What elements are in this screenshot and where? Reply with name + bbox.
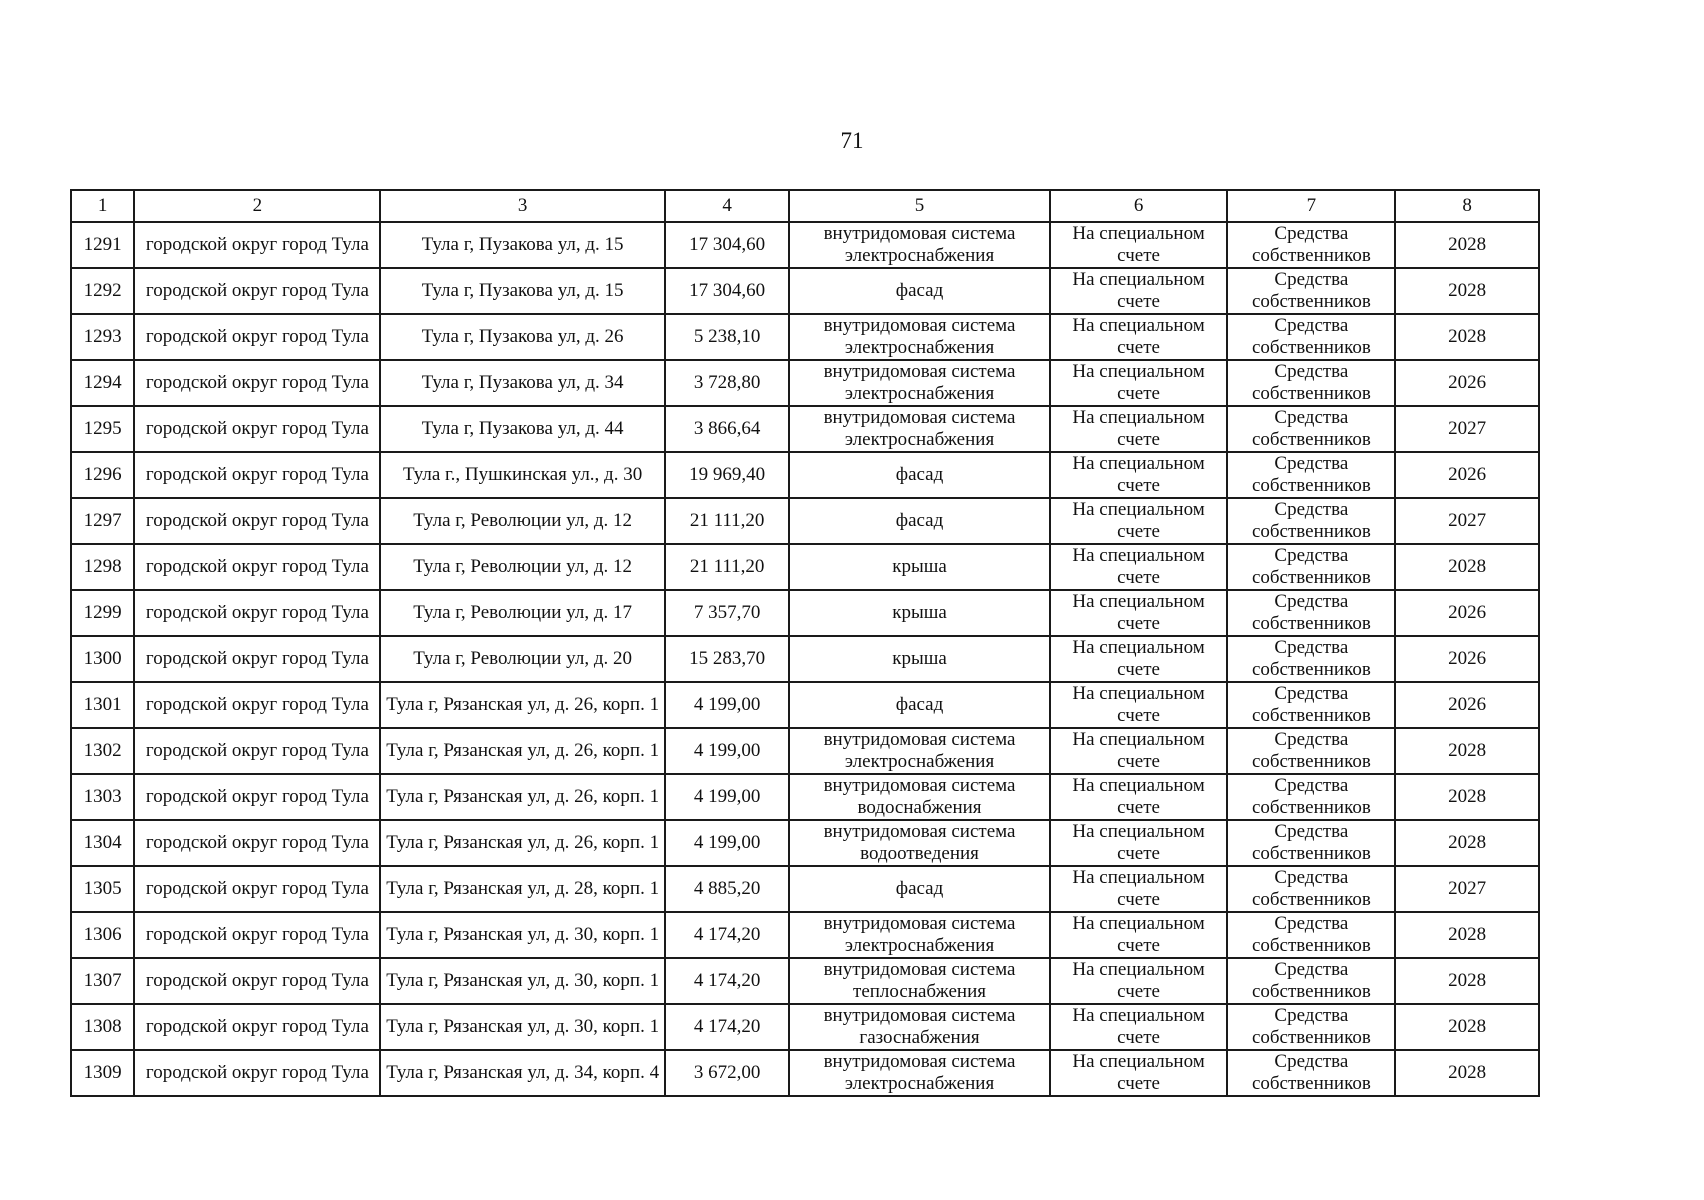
district-cell: городской округ город Тула <box>134 728 380 774</box>
funding-source-cell: Средства собственников <box>1227 728 1395 774</box>
district-cell: городской округ город Тула <box>134 590 380 636</box>
address-cell: Тула г, Революции ул, д. 20 <box>380 636 664 682</box>
row-number-cell: 1308 <box>71 1004 134 1050</box>
page-number: 71 <box>840 128 864 153</box>
table-header <box>71 190 1539 222</box>
table-row <box>71 820 1539 866</box>
header-cell-8: 8 <box>1395 190 1539 222</box>
district-cell: городской округ город Тула <box>134 268 380 314</box>
row-number-cell: 1307 <box>71 958 134 1004</box>
year-cell: 2026 <box>1395 636 1539 682</box>
year-cell: 2028 <box>1395 912 1539 958</box>
address-cell: Тула г, Рязанская ул, д. 30, корп. 1 <box>380 912 664 958</box>
funding-source-cell: Средства собственников <box>1227 590 1395 636</box>
district-cell: городской округ город Тула <box>134 1004 380 1050</box>
address-cell: Тула г, Рязанская ул, д. 30, корп. 1 <box>380 958 664 1004</box>
repair-schedule-table <box>70 189 1540 1097</box>
district-cell: городской округ город Тула <box>134 222 380 268</box>
table-row <box>71 682 1539 728</box>
district-cell: городской округ город Тула <box>134 774 380 820</box>
table-row <box>71 912 1539 958</box>
table-row <box>71 406 1539 452</box>
year-cell: 2028 <box>1395 820 1539 866</box>
area-cell: 4 885,20 <box>665 866 790 912</box>
row-number-cell: 1294 <box>71 360 134 406</box>
address-cell: Тула г., Пушкинская ул., д. 30 <box>380 452 664 498</box>
row-number-cell: 1309 <box>71 1050 134 1096</box>
row-number-cell: 1297 <box>71 498 134 544</box>
funding-source-cell: Средства собственников <box>1227 360 1395 406</box>
row-number-cell: 1298 <box>71 544 134 590</box>
fund-method-cell: На специальном счете <box>1050 268 1228 314</box>
district-cell: городской округ город Тула <box>134 544 380 590</box>
address-cell: Тула г, Революции ул, д. 12 <box>380 544 664 590</box>
area-cell: 7 357,70 <box>665 590 790 636</box>
row-number-cell: 1305 <box>71 866 134 912</box>
funding-source-cell: Средства собственников <box>1227 958 1395 1004</box>
fund-method-cell: На специальном счете <box>1050 1050 1228 1096</box>
row-number-cell: 1300 <box>71 636 134 682</box>
year-cell: 2026 <box>1395 590 1539 636</box>
year-cell: 2026 <box>1395 452 1539 498</box>
district-cell: городской округ город Тула <box>134 866 380 912</box>
row-number-cell: 1293 <box>71 314 134 360</box>
work-type-cell: внутридомовая система водоотведения <box>789 820 1049 866</box>
table-row <box>71 958 1539 1004</box>
funding-source-cell: Средства собственников <box>1227 682 1395 728</box>
fund-method-cell: На специальном счете <box>1050 682 1228 728</box>
work-type-cell: внутридомовая система электроснабжения <box>789 728 1049 774</box>
header-row <box>71 190 1539 222</box>
address-cell: Тула г, Рязанская ул, д. 26, корп. 1 <box>380 774 664 820</box>
work-type-cell: крыша <box>789 544 1049 590</box>
table-row <box>71 1004 1539 1050</box>
work-type-cell: внутридомовая система электроснабжения <box>789 222 1049 268</box>
year-cell: 2027 <box>1395 406 1539 452</box>
funding-source-cell: Средства собственников <box>1227 1004 1395 1050</box>
address-cell: Тула г, Пузакова ул, д. 26 <box>380 314 664 360</box>
fund-method-cell: На специальном счете <box>1050 406 1228 452</box>
address-cell: Тула г, Революции ул, д. 17 <box>380 590 664 636</box>
year-cell: 2026 <box>1395 360 1539 406</box>
header-cell-4: 4 <box>665 190 790 222</box>
address-cell: Тула г, Рязанская ул, д. 26, корп. 1 <box>380 728 664 774</box>
district-cell: городской округ город Тула <box>134 314 380 360</box>
work-type-cell: внутридомовая система водоснабжения <box>789 774 1049 820</box>
funding-source-cell: Средства собственников <box>1227 774 1395 820</box>
area-cell: 4 174,20 <box>665 1004 790 1050</box>
district-cell: городской округ город Тула <box>134 636 380 682</box>
table-row <box>71 636 1539 682</box>
work-type-cell: крыша <box>789 590 1049 636</box>
area-cell: 4 199,00 <box>665 682 790 728</box>
area-cell: 3 728,80 <box>665 360 790 406</box>
fund-method-cell: На специальном счете <box>1050 820 1228 866</box>
header-cell-3: 3 <box>380 190 664 222</box>
funding-source-cell: Средства собственников <box>1227 820 1395 866</box>
address-cell: Тула г, Пузакова ул, д. 15 <box>380 222 664 268</box>
fund-method-cell: На специальном счете <box>1050 498 1228 544</box>
area-cell: 3 672,00 <box>665 1050 790 1096</box>
work-type-cell: внутридомовая система электроснабжения <box>789 406 1049 452</box>
area-cell: 17 304,60 <box>665 222 790 268</box>
work-type-cell: внутридомовая система электроснабжения <box>789 1050 1049 1096</box>
row-number-cell: 1301 <box>71 682 134 728</box>
table-row <box>71 314 1539 360</box>
header-cell-7: 7 <box>1227 190 1395 222</box>
fund-method-cell: На специальном счете <box>1050 360 1228 406</box>
fund-method-cell: На специальном счете <box>1050 728 1228 774</box>
address-cell: Тула г, Рязанская ул, д. 26, корп. 1 <box>380 820 664 866</box>
district-cell: городской округ город Тула <box>134 406 380 452</box>
address-cell: Тула г, Пузакова ул, д. 15 <box>380 268 664 314</box>
area-cell: 17 304,60 <box>665 268 790 314</box>
table-body <box>71 222 1539 1096</box>
table-row <box>71 774 1539 820</box>
table-row <box>71 222 1539 268</box>
fund-method-cell: На специальном счете <box>1050 958 1228 1004</box>
table-row <box>71 498 1539 544</box>
year-cell: 2026 <box>1395 682 1539 728</box>
work-type-cell: крыша <box>789 636 1049 682</box>
table-row <box>71 452 1539 498</box>
district-cell: городской округ город Тула <box>134 912 380 958</box>
table-row <box>71 544 1539 590</box>
area-cell: 4 199,00 <box>665 820 790 866</box>
row-number-cell: 1303 <box>71 774 134 820</box>
area-cell: 4 174,20 <box>665 912 790 958</box>
work-type-cell: внутридомовая система электроснабжения <box>789 912 1049 958</box>
district-cell: городской округ город Тула <box>134 820 380 866</box>
district-cell: городской округ город Тула <box>134 682 380 728</box>
area-cell: 4 174,20 <box>665 958 790 1004</box>
row-number-cell: 1302 <box>71 728 134 774</box>
fund-method-cell: На специальном счете <box>1050 912 1228 958</box>
table-row <box>71 360 1539 406</box>
fund-method-cell: На специальном счете <box>1050 636 1228 682</box>
fund-method-cell: На специальном счете <box>1050 544 1228 590</box>
year-cell: 2028 <box>1395 958 1539 1004</box>
funding-source-cell: Средства собственников <box>1227 544 1395 590</box>
year-cell: 2027 <box>1395 498 1539 544</box>
row-number-cell: 1292 <box>71 268 134 314</box>
fund-method-cell: На специальном счете <box>1050 314 1228 360</box>
row-number-cell: 1306 <box>71 912 134 958</box>
row-number-cell: 1295 <box>71 406 134 452</box>
address-cell: Тула г, Рязанская ул, д. 28, корп. 1 <box>380 866 664 912</box>
year-cell: 2028 <box>1395 728 1539 774</box>
funding-source-cell: Средства собственников <box>1227 636 1395 682</box>
fund-method-cell: На специальном счете <box>1050 866 1228 912</box>
address-cell: Тула г, Пузакова ул, д. 44 <box>380 406 664 452</box>
funding-source-cell: Средства собственников <box>1227 222 1395 268</box>
table-row <box>71 268 1539 314</box>
work-type-cell: внутридомовая система электроснабжения <box>789 314 1049 360</box>
area-cell: 15 283,70 <box>665 636 790 682</box>
district-cell: городской округ город Тула <box>134 498 380 544</box>
work-type-cell: фасад <box>789 866 1049 912</box>
district-cell: городской округ город Тула <box>134 452 380 498</box>
address-cell: Тула г, Пузакова ул, д. 34 <box>380 360 664 406</box>
work-type-cell: фасад <box>789 498 1049 544</box>
funding-source-cell: Средства собственников <box>1227 406 1395 452</box>
table-row <box>71 866 1539 912</box>
header-cell-2: 2 <box>134 190 380 222</box>
row-number-cell: 1304 <box>71 820 134 866</box>
year-cell: 2028 <box>1395 222 1539 268</box>
work-type-cell: внутридомовая система теплоснабжения <box>789 958 1049 1004</box>
district-cell: городской округ город Тула <box>134 958 380 1004</box>
work-type-cell: фасад <box>789 682 1049 728</box>
header-cell-5: 5 <box>789 190 1049 222</box>
table-row <box>71 590 1539 636</box>
area-cell: 5 238,10 <box>665 314 790 360</box>
district-cell: городской округ город Тула <box>134 360 380 406</box>
funding-source-cell: Средства собственников <box>1227 452 1395 498</box>
year-cell: 2027 <box>1395 866 1539 912</box>
funding-source-cell: Средства собственников <box>1227 912 1395 958</box>
area-cell: 4 199,00 <box>665 774 790 820</box>
work-type-cell: внутридомовая система электроснабжения <box>789 360 1049 406</box>
funding-source-cell: Средства собственников <box>1227 1050 1395 1096</box>
area-cell: 21 111,20 <box>665 498 790 544</box>
area-cell: 19 969,40 <box>665 452 790 498</box>
fund-method-cell: На специальном счете <box>1050 452 1228 498</box>
area-cell: 4 199,00 <box>665 728 790 774</box>
row-number-cell: 1296 <box>71 452 134 498</box>
fund-method-cell: На специальном счете <box>1050 774 1228 820</box>
address-cell: Тула г, Рязанская ул, д. 30, корп. 1 <box>380 1004 664 1050</box>
funding-source-cell: Средства собственников <box>1227 866 1395 912</box>
row-number-cell: 1299 <box>71 590 134 636</box>
row-number-cell: 1291 <box>71 222 134 268</box>
header-cell-6: 6 <box>1050 190 1228 222</box>
work-type-cell: фасад <box>789 452 1049 498</box>
address-cell: Тула г, Революции ул, д. 12 <box>380 498 664 544</box>
funding-source-cell: Средства собственников <box>1227 268 1395 314</box>
address-cell: Тула г, Рязанская ул, д. 34, корп. 4 <box>380 1050 664 1096</box>
year-cell: 2028 <box>1395 268 1539 314</box>
funding-source-cell: Средства собственников <box>1227 498 1395 544</box>
year-cell: 2028 <box>1395 774 1539 820</box>
funding-source-cell: Средства собственников <box>1227 314 1395 360</box>
work-type-cell: фасад <box>789 268 1049 314</box>
header-cell-1: 1 <box>71 190 134 222</box>
district-cell: городской округ город Тула <box>134 1050 380 1096</box>
year-cell: 2028 <box>1395 544 1539 590</box>
area-cell: 3 866,64 <box>665 406 790 452</box>
fund-method-cell: На специальном счете <box>1050 1004 1228 1050</box>
year-cell: 2028 <box>1395 1050 1539 1096</box>
year-cell: 2028 <box>1395 1004 1539 1050</box>
area-cell: 21 111,20 <box>665 544 790 590</box>
table-row <box>71 728 1539 774</box>
table-row <box>71 1050 1539 1096</box>
work-type-cell: внутридомовая система газоснабжения <box>789 1004 1049 1050</box>
fund-method-cell: На специальном счете <box>1050 222 1228 268</box>
address-cell: Тула г, Рязанская ул, д. 26, корп. 1 <box>380 682 664 728</box>
year-cell: 2028 <box>1395 314 1539 360</box>
fund-method-cell: На специальном счете <box>1050 590 1228 636</box>
